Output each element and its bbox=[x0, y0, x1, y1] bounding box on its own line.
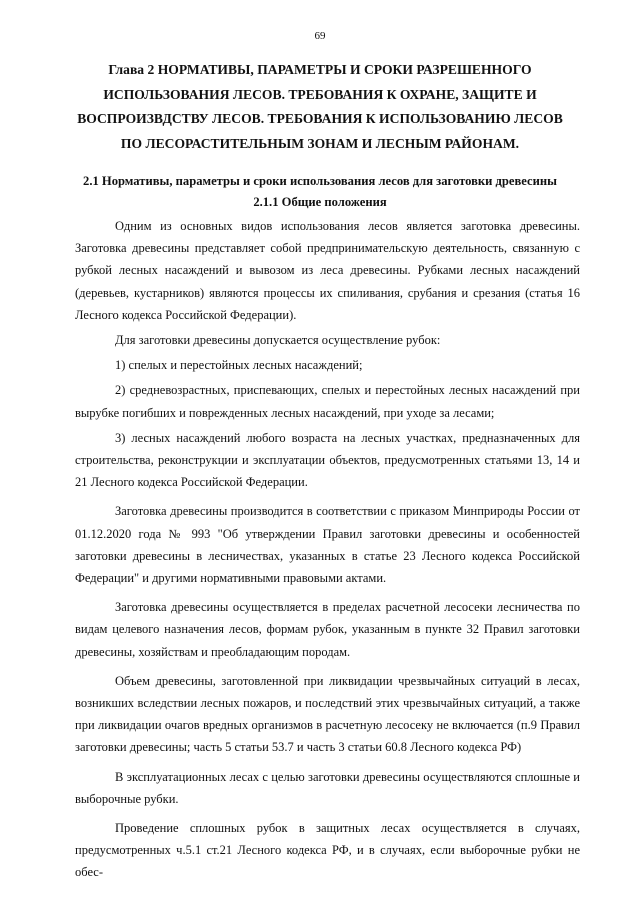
section-title: 2.1 Нормативы, параметры и сроки использования лесов для заготовки древесины bbox=[83, 174, 557, 188]
paragraph-exploitation-forests: В эксплуатационных лесах с целью заготовки древесины осуществляются сплошные и выборочные рубки. bbox=[75, 769, 580, 806]
page-number: 69 bbox=[314, 30, 326, 42]
paragraph-intro: Одним из основных видов использования лесов является заготовка древесины. Заготовка древесины представляет собой предпринимательскую деятельность, связанную с рубкой лесных насаждений и вывозом из леса древесины. Рубками лесных насаждений (деревьев, кустарников) являются процессы их спиливания, срубания и срезания (статья 16 Лесного кодекса Российской Федерации). bbox=[75, 219, 580, 322]
chapter-title: Глава 2 НОРМАТИВЫ, ПАРАМЕТРЫ И СРОКИ РАЗРЕШЕННОГО ИСПОЛЬЗОВАНИЯ ЛЕСОВ. ТРЕБОВАНИЯ К ОХРАНЕ, ЗАЩИТЕ И ВОСПРОИЗВДСТВУ ЛЕСОВ. ТРЕБОВАНИЯ К ИСПОЛЬЗОВАНИЮ ЛЕСОВ ПО ЛЕСОРАСТИТЕЛЬНЫМ ЗОНАМ И ЛЕСНЫМ РАЙОНАМ. bbox=[77, 62, 563, 151]
paragraph-protective-forests: Проведение сплошных рубок в защитных лесах осуществляется в случаях, предусмотренных ч.5.1 ст.21 Лесного кодекса РФ, и в случаях, если выборочные рубки не обес- bbox=[75, 821, 580, 880]
list-item-1: 1) спелых и перестойных лесных насаждений; bbox=[115, 358, 363, 373]
body-text bbox=[75, 215, 580, 891]
paragraph-order: Заготовка древесины производится в соответствии с приказом Минприроды России от 01.12.2020 года № 993 "Об утверждении Правил заготовки древесины и особенностей заготовки древесины в лесничествах, указанных в статье 23 Лесного кодекса Российской Федерации" и другими нормативными правовыми актами. bbox=[75, 504, 580, 586]
paragraph-rubki-list-intro: Для заготовки древесины допускается осуществление рубок: bbox=[115, 333, 441, 348]
list-item-3: 3) лесных насаждений любого возраста на лесных участках, предназначенных для строительства, реконструкции и эксплуатации объектов, предусмотренных статьями 13, 14 и 21 Лесного кодекса Российской Федерации. bbox=[75, 430, 580, 490]
subsection-title: 2.1.1 Общие положения bbox=[253, 195, 387, 209]
paragraph-emergency-volume: Объем древесины, заготовленной при ликвидации чрезвычайных ситуаций в лесах, возникших вследствии лесных пожаров, и последствий этих чрезвычайных ситуаций, а также при ликвидации очагов вредных организмов в расчетную лесосеку не включается (п.9 Правил заготовки древесины; часть 5 статьи 53.7 и часть 3 статьи 60.8 Лесного кодекса РФ) bbox=[75, 673, 580, 755]
list-item-2: 2) средневозрастных, приспевающих, спелых и перестойных лесных насаждений при вырубке погибших и поврежденных лесных насаждений, при уходе за лесами; bbox=[75, 383, 580, 420]
paragraph-calculated-cutting: Заготовка древесины осуществляется в пределах расчетной лесосеки лесничества по видам целевого назначения лесов, формам рубок, указанным в пункте 32 Правил заготовки древесины, хозяйствам и преобладающим породам. bbox=[75, 600, 580, 659]
